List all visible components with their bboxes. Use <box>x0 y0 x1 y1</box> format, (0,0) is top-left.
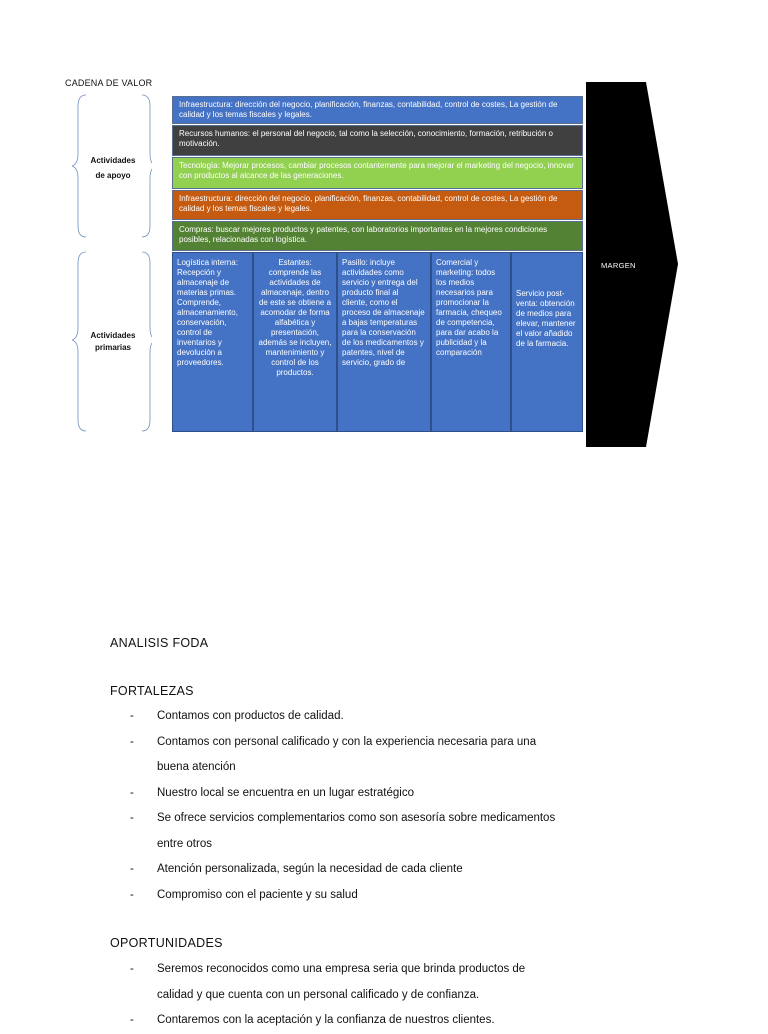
support-activities-label <box>82 153 144 183</box>
strengths-heading: FORTALEZAS <box>110 684 194 698</box>
list-item-continuation <box>130 755 670 781</box>
list-item <box>130 883 670 909</box>
primary-col-servicio-postventa: Servicio post-venta: obtención de medios para elevar, mantener el valor añadido de la farmacia. <box>511 252 583 432</box>
support-band-infraestructura-2: Infraestructura: dirección del negocio, planificación, finanzas, contabilidad, control de costes, La gestión de calidad y los temas fiscales y legales. <box>172 190 583 220</box>
strength-text: entre otros <box>157 837 212 850</box>
bullet-dash: - <box>130 963 134 975</box>
bullet-dash: - <box>130 888 134 901</box>
list-item-continuation <box>130 983 670 1009</box>
strength-text: Nuestro local se encuentra en un lugar estratégico <box>157 786 414 799</box>
opportunities-heading: OPORTUNIDADES <box>110 936 223 950</box>
primary-activities-label <box>82 330 144 354</box>
opportunity-text: Contaremos con la aceptación y la confianza de nuestros clientes. <box>157 1014 495 1026</box>
support-label-line2: de apoyo <box>95 171 131 181</box>
strength-text: Contamos con productos de calidad. <box>157 710 344 722</box>
strength-text: Atención personalizada, según la necesidad de cada cliente <box>157 863 463 875</box>
support-label-line1: Actividades <box>90 156 136 165</box>
primary-col-logistica-interna: Logística interna: Recepción y almacenaje de materias primas. Comprende, almacenamiento, conservación, control de inventarios y devolución a proveedores. <box>172 252 253 432</box>
strength-text: Se ofrece servicios complementarios como son asesoría sobre medicamentos <box>157 812 556 824</box>
bullet-dash: - <box>130 863 134 875</box>
primary-label-line2: primarias <box>94 343 132 352</box>
primary-col-pasillo: Pasillo: incluye actividades como servicio y entrega del producto final al cliente, como el proceso de almacenaje a bajas temperaturas para la conservación de los medicamentos y patentes, nivel de servicio, grado de <box>337 252 431 432</box>
list-item-continuation <box>130 832 670 858</box>
support-band-tecnologia: Tecnología: Mejorar procesos, cambiar procesos contantemente para mejorar el marketing del negocio, innovar con productos al alcance de las generaciones. <box>172 157 583 189</box>
support-band-recursos-humanos: Recursos humanos: el personal del negocio, tal como la selección, conocimiento, formación, retribución o motivación. <box>172 125 583 156</box>
list-item <box>130 806 670 832</box>
foda-title: ANALISIS FODA <box>110 636 209 650</box>
bullet-dash: - <box>130 812 134 824</box>
opportunities-list <box>130 957 670 1034</box>
primary-label-line1: Actividades <box>90 331 136 340</box>
strengths-list <box>130 704 670 908</box>
support-band-compras: Compras: buscar mejores productos y patentes, con laboratorios importantes en la mejores condiciones posibles, relacionadas con logística. <box>172 221 583 251</box>
bullet-dash: - <box>130 710 134 722</box>
opportunity-text: Seremos reconocidos como una empresa seria que brinda productos de <box>157 963 526 975</box>
diagram-title: CADENA DE VALOR <box>65 78 153 88</box>
list-item <box>130 781 670 807</box>
opportunity-text: calidad y que cuenta con un personal calificado y de confianza. <box>157 988 480 1001</box>
strength-text: buena atención <box>157 761 236 773</box>
list-item <box>130 704 670 730</box>
strength-text: Compromiso con el paciente y su salud <box>157 888 358 901</box>
strength-text: Contamos con personal calificado y con la experiencia necesaria para una <box>157 735 537 748</box>
bullet-dash: - <box>130 1014 134 1026</box>
bullet-dash: - <box>130 735 134 748</box>
list-item <box>130 730 670 756</box>
list-item <box>130 957 670 983</box>
brace-lines <box>72 92 152 434</box>
list-item <box>130 1008 670 1034</box>
support-band-infraestructura: Infraestructura: dirección del negocio, planificación, finanzas, contabilidad, control de costes, La gestión de calidad y los temas fiscales y legales. <box>172 96 583 124</box>
primary-col-estantes: Estantes: comprende las actividades de almacenaje, dentro de este se obtiene a acomodar de forma alfabética y presentación, además se incluyen, mantenimiento y control de los productos. <box>253 252 337 432</box>
margin-label: MARGEN <box>601 261 636 270</box>
primary-col-comercial-marketing: Comercial y marketing: todos los medios necesarios para promocionar la farmacia, chequeo de competencia, para dar acabo la publicidad y la comparación <box>431 252 511 432</box>
list-item <box>130 857 670 883</box>
bullet-dash: - <box>130 786 134 799</box>
